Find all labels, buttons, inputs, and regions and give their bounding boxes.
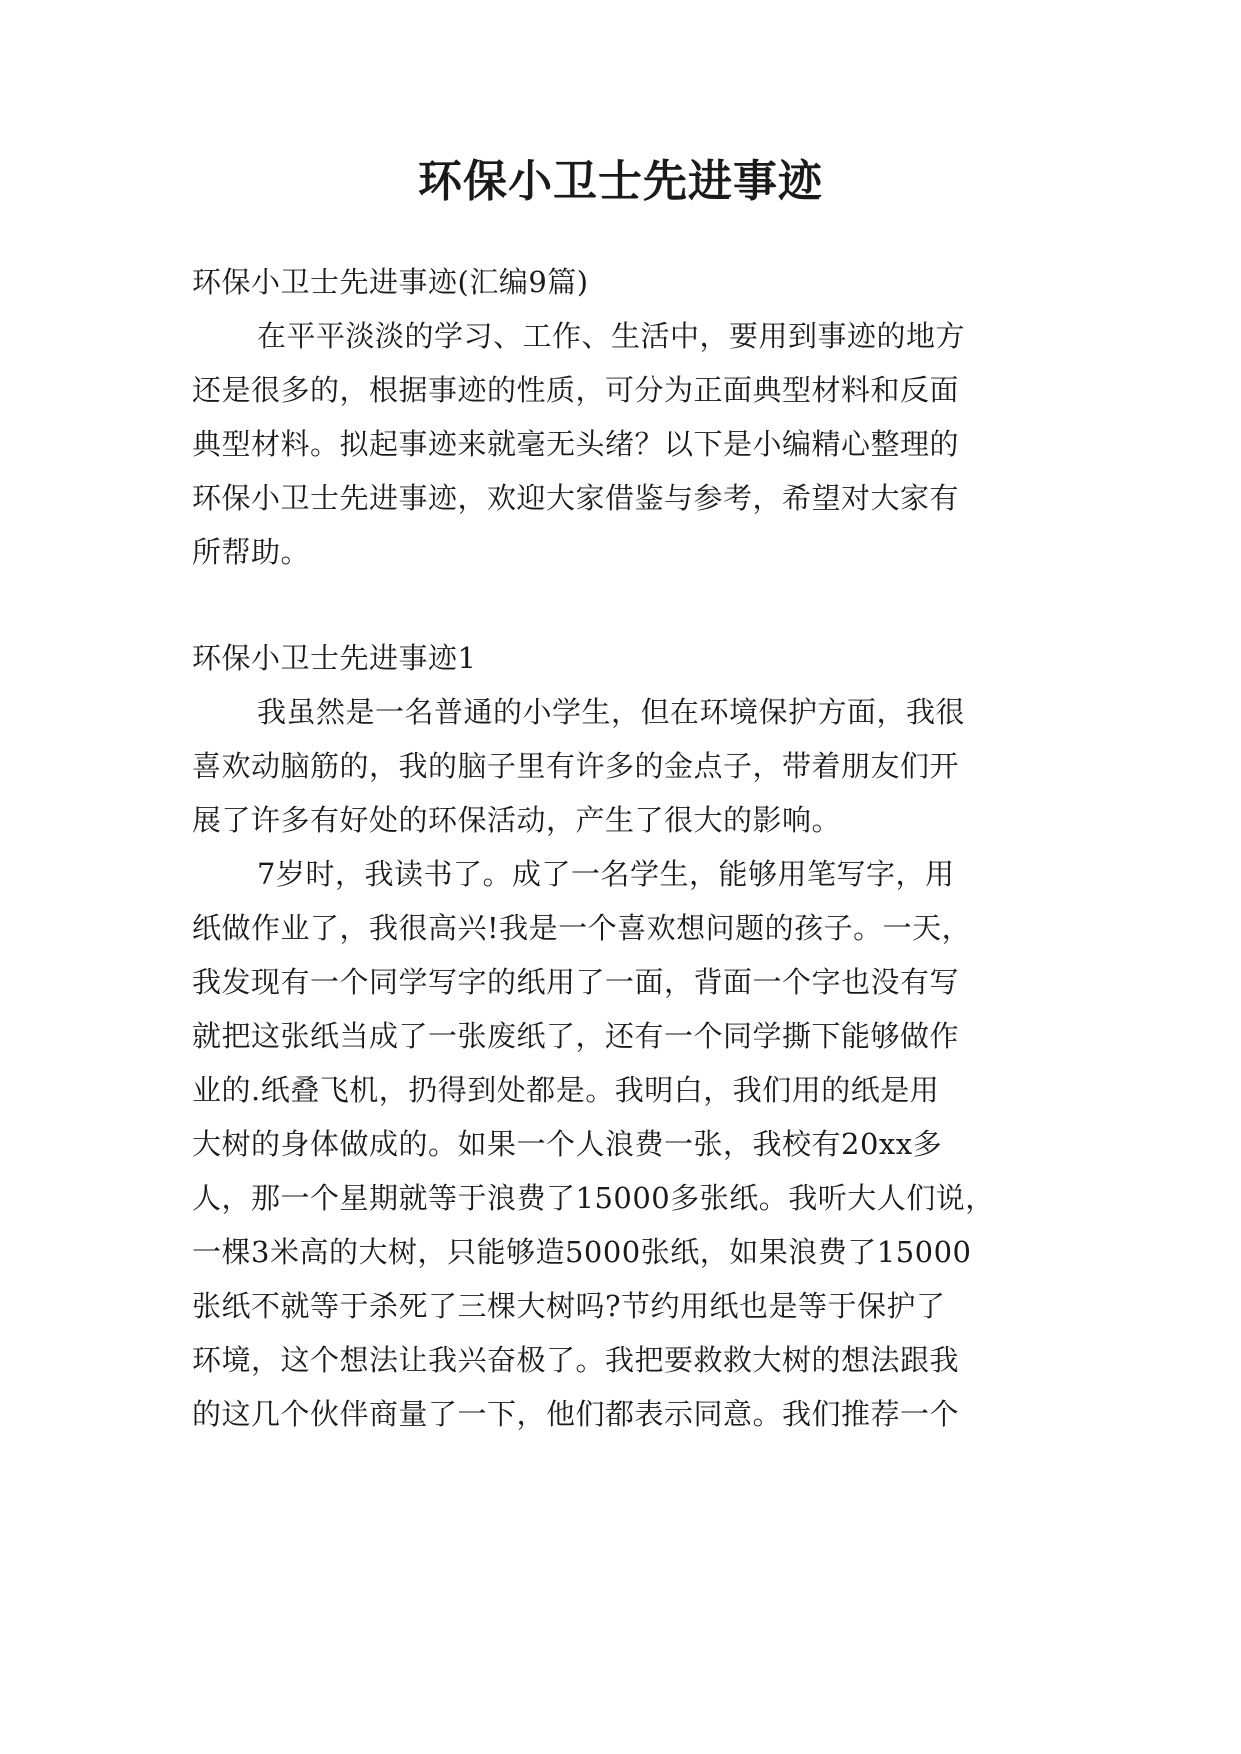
para2-line: 环境，这个想法让我兴奋极了。我把要救救大树的想法跟我 [192, 1343, 960, 1377]
para2-line: 我发现有一个同学写字的纸用了一面，背面一个字也没有写 [192, 965, 960, 999]
para2-line: 张纸不就等于杀死了三棵大树吗?节约用纸也是等于保护了 [192, 1289, 946, 1323]
intro-line: 典型材料。拟起事迹来就毫无头绪？以下是小编精心整理的 [192, 427, 960, 461]
para2-line: 一棵3米高的大树，只能够造5000张纸，如果浪费了15000 [192, 1235, 972, 1269]
para2-line: 的这几个伙伴商量了一下，他们都表示同意。我们推荐一个 [192, 1397, 960, 1431]
para1-line: 我虽然是一名普通的小学生，但在环境保护方面，我很 [257, 695, 966, 729]
document-title: 环保小卫士先进事迹 [418, 156, 823, 207]
para2-line: 业的.纸叠飞机，扔得到处都是。我明白，我们用的纸是用 [192, 1073, 940, 1107]
intro-line: 在平平淡淡的学习、工作、生活中，要用到事迹的地方 [257, 319, 966, 353]
para1-line: 喜欢动脑筋的，我的脑子里有许多的金点子，带着朋友们开 [192, 749, 960, 783]
para1-line: 展了许多有好处的环保活动，产生了很大的影响。 [192, 803, 842, 837]
document-subtitle: 环保小卫士先进事迹(汇编9篇) [192, 265, 589, 299]
para2-line: 就把这张纸当成了一张废纸了，还有一个同学撕下能够做作 [192, 1019, 960, 1053]
intro-line: 环保小卫士先进事迹，欢迎大家借鉴与参考，希望对大家有 [192, 481, 960, 515]
para2-line: 纸做作业了，我很高兴!我是一个喜欢想问题的孩子。一天， [192, 911, 972, 945]
para2-line: 大树的身体做成的。如果一个人浪费一张，我校有20xx多 [192, 1127, 943, 1161]
intro-line: 所帮助。 [192, 535, 311, 569]
para2-line: 人，那一个星期就等于浪费了15000多张纸。我听大人们说， [192, 1181, 995, 1215]
para2-line: 7岁时，我读书了。成了一名学生，能够用笔写字，用 [257, 857, 955, 891]
section-heading: 环保小卫士先进事迹1 [192, 641, 477, 675]
intro-line: 还是很多的，根据事迹的性质，可分为正面典型材料和反面 [192, 373, 960, 407]
